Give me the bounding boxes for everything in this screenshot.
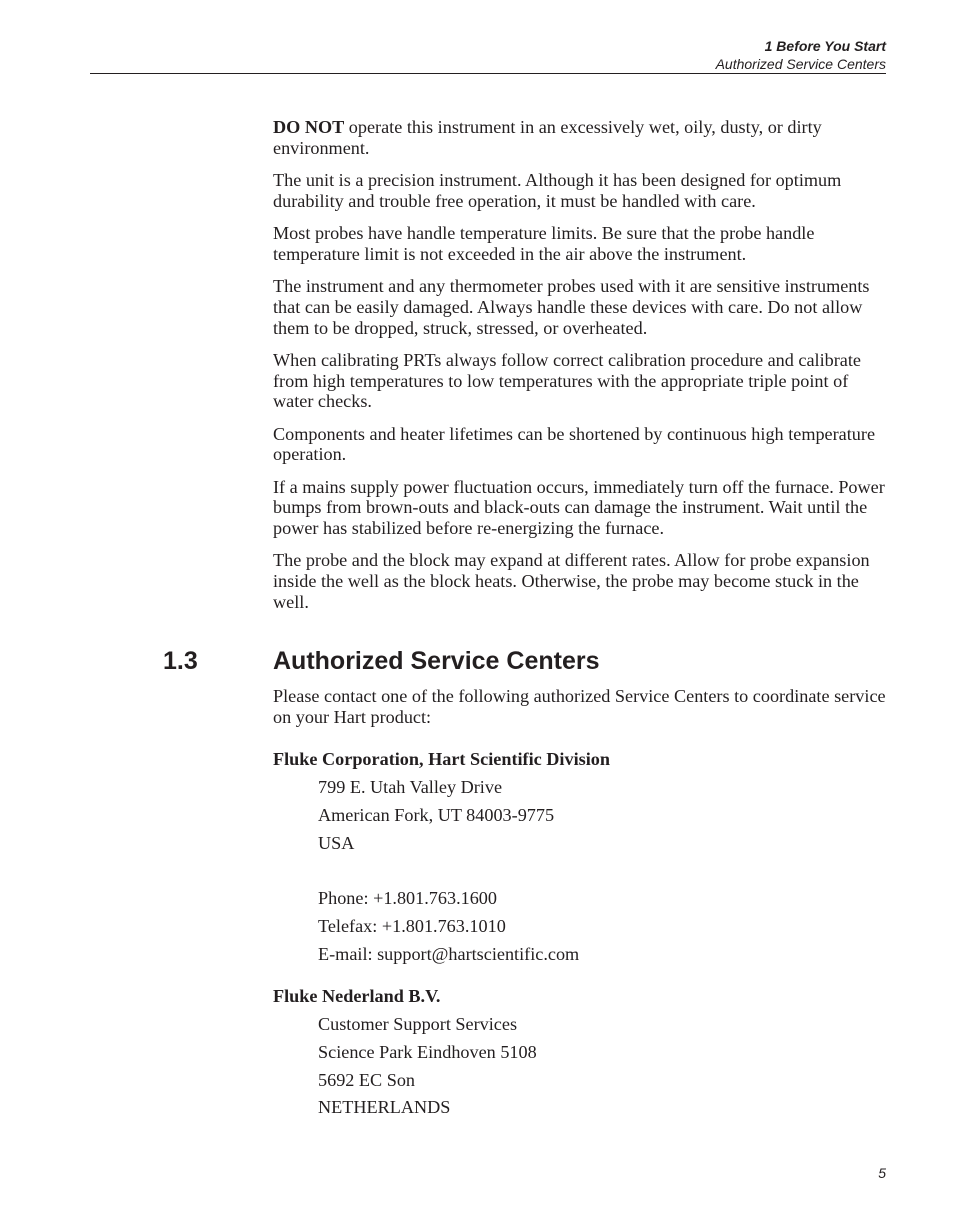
caution-paragraph: Most probes have handle temperature limits. Be sure that the probe handle temperature limit is not exceeded in the air above the instrument. — [273, 222, 815, 264]
email-line: E-mail: support@hartscientific.com — [318, 944, 580, 964]
cautions-text — [273, 117, 887, 624]
caution-paragraph: If a mains supply power fluctuation occurs, immediately turn off the furnace. Power bumps from brown-outs and black-outs can damage the instrument. Wait until the power has stabilized before re-energizing the furnace. — [273, 476, 885, 539]
header-rule — [90, 73, 886, 74]
caution-text: operate this instrument in an excessively wet, oily, dusty, or dirty environment. — [273, 117, 822, 158]
caution-paragraph: When calibrating PRTs always follow correct calibration procedure and calibrate from high temperatures to low temperatures with the appropriate triple point of water checks. — [273, 349, 861, 412]
section-intro: Please contact one of the following authorized Service Centers to coordinate service on your Hart product: — [273, 686, 886, 727]
fax-line: Telefax: +1.801.763.1010 — [318, 916, 506, 936]
address-line: USA — [318, 833, 355, 853]
address-line: 799 E. Utah Valley Drive — [318, 777, 503, 797]
phone-line: Phone: +1.801.763.1600 — [318, 888, 497, 908]
caution-paragraph: The unit is a precision instrument. Although it has been designed for optimum durability and trouble free operation, it must be handled with care. — [273, 169, 842, 211]
address-line: 5692 EC Son — [318, 1070, 416, 1090]
header-chapter: 1 Before You Start — [764, 38, 886, 54]
caution-paragraph — [273, 117, 887, 159]
section-number: 1.3 — [163, 647, 198, 675]
service-center-name: Fluke Corporation, Hart Scientific Division — [273, 749, 610, 769]
address-line: American Fork, UT 84003-9775 — [318, 805, 555, 825]
running-header — [90, 37, 886, 73]
caution-lead: DO NOT — [273, 117, 345, 137]
section-title: Authorized Service Centers — [273, 647, 600, 675]
address-line: Customer Support Services — [318, 1014, 518, 1034]
address-line: Science Park Eindhoven 5108 — [318, 1042, 537, 1062]
address-line: NETHERLANDS — [318, 1097, 451, 1117]
service-center-name: Fluke Nederland B.V. — [273, 986, 441, 1006]
page-number: 5 — [878, 1165, 886, 1181]
caution-paragraph: The instrument and any thermometer probes used with it are sensitive instruments that can be easily damaged. Always handle these devices with care. Do not allow them to be dropped, struck, stressed, or overheated. — [273, 275, 870, 338]
header-section: Authorized Service Centers — [715, 56, 886, 72]
caution-paragraph: The probe and the block may expand at different rates. Allow for probe expansion inside the well as the block heats. Otherwise, the probe may become stuck in the well. — [273, 550, 870, 612]
caution-paragraph: Components and heater lifetimes can be shortened by continuous high temperature operation. — [273, 423, 876, 465]
